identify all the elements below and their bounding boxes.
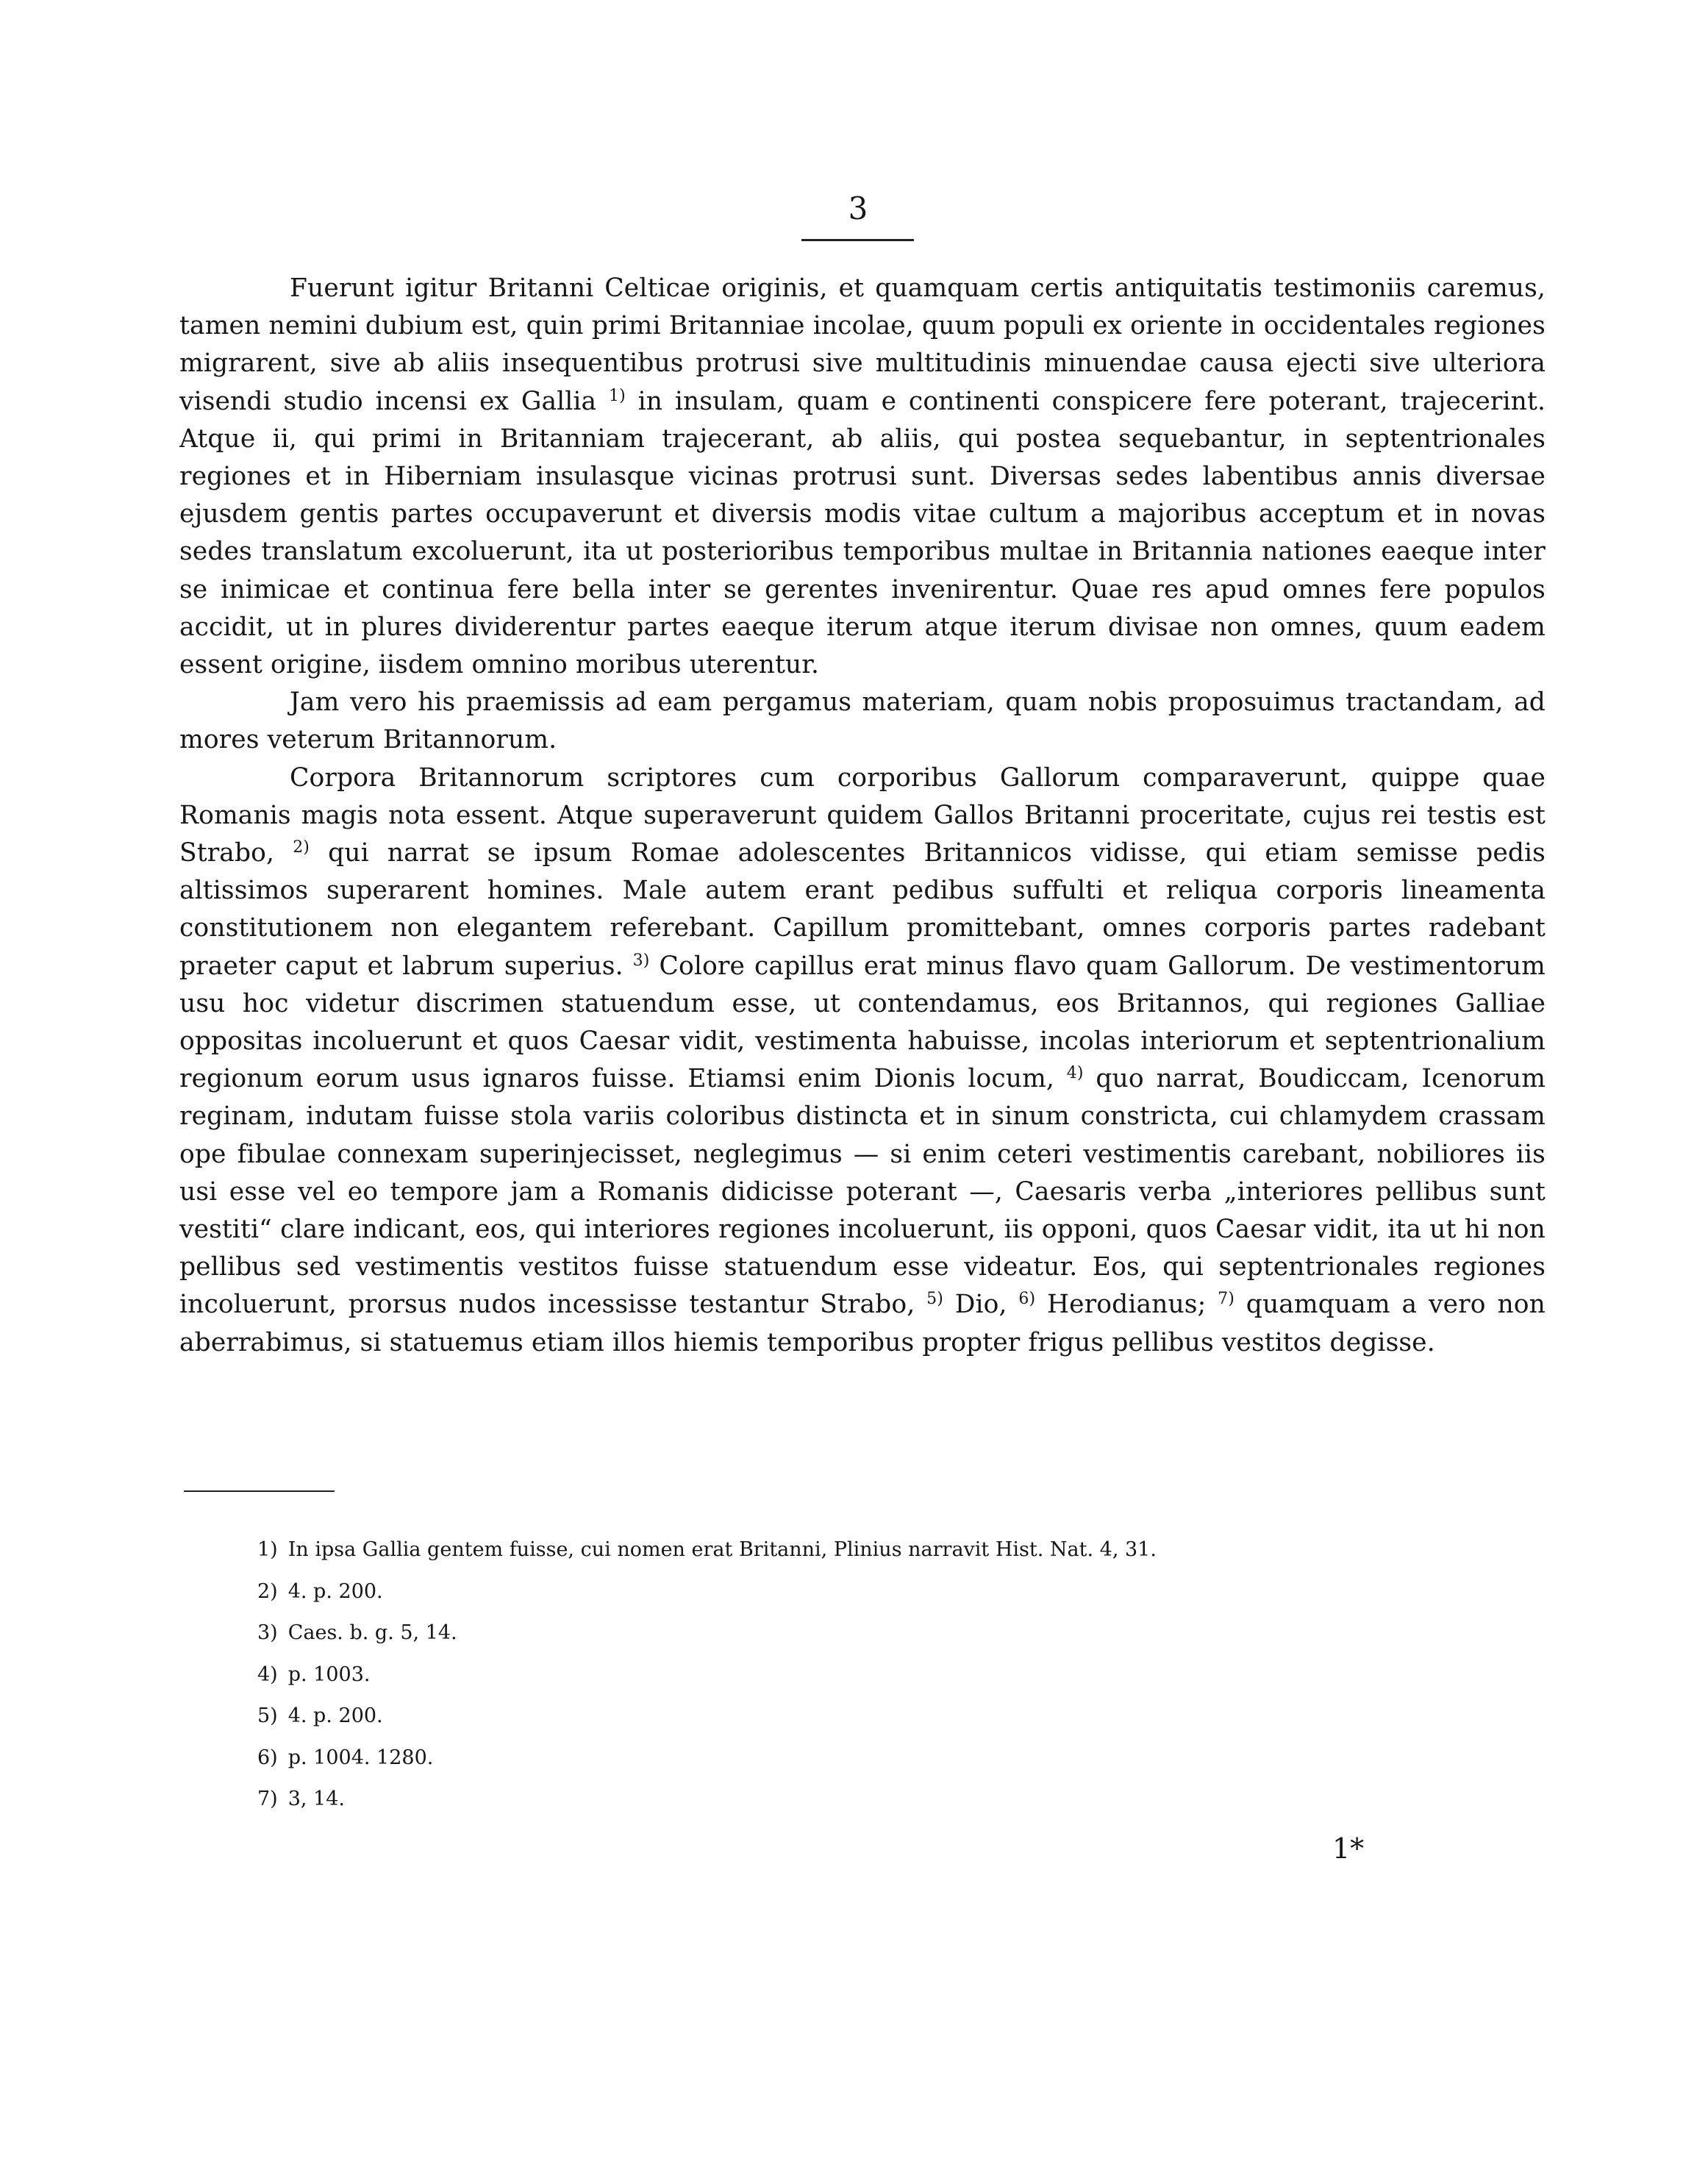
footnote-text: 4. p. 200. bbox=[287, 1704, 383, 1727]
footnote-reference: 5) bbox=[926, 1290, 943, 1309]
paragraph-text: Corpora Britannorum scriptores cum corporibus Gallorum comparaverunt, quippe quae Romanis magis nota essent. Atque superaverunt quidem Gallos Britanni proceritate, cujus rei testis est Strabo, bbox=[179, 763, 1546, 868]
paragraph-text: Dio, bbox=[943, 1290, 1019, 1320]
footnote-text: 4. p. 200. bbox=[287, 1579, 383, 1603]
footnote bbox=[257, 1654, 1471, 1696]
footnote-mark: 1) bbox=[257, 1538, 278, 1561]
footnote bbox=[257, 1779, 1471, 1821]
signature-mark: 1* bbox=[1332, 1832, 1365, 1865]
footnote bbox=[257, 1738, 1471, 1779]
body-text bbox=[179, 270, 1546, 1362]
footnote-text: In ipsa Gallia gentem fuisse, cui nomen erat Britanni, Plinius narravit Hist. Nat. 4, 31. bbox=[287, 1538, 1157, 1561]
paragraph-text: in insulam, quam e continenti conspicere fere poterant, trajecerint. Atque ii, qui primi in Britanniam trajecerant, ab aliis, qui postea sequebantur, in septentrionales regiones et in Hiberniam insulasque vicinas protrusi sunt. Diversas sedes labentibus annis diversae ejusdem gentis partes occupaverunt et diversis modis vitae cultum a majoribus acceptum et in novas sedes translatum excoluerunt, ita ut posterioribus temporibus multae in Britannia nationes eaeque inter se inimicae et continua fere bella inter se gerentes invenirentur. Quae res apud omnes fere populos accidit, ut in plures dividerentur partes eaeque iterum atque iterum divisae non omnes, quum eadem essent origine, iisdem omnino moribus uterentur. bbox=[179, 386, 1546, 680]
paragraph-text: quamquam a vero non aberrabimus, si statuemus etiam illos hiemis temporibus propter frigus pellibus vestitos degisse. bbox=[179, 1290, 1546, 1357]
footnote-reference: 7) bbox=[1218, 1290, 1234, 1309]
footnote bbox=[257, 1696, 1471, 1738]
footnote-separator bbox=[184, 1490, 335, 1492]
footnotes bbox=[257, 1529, 1471, 1821]
paragraph bbox=[179, 760, 1546, 1362]
page-number-rule bbox=[801, 239, 914, 241]
paragraph bbox=[179, 684, 1546, 759]
footnote-reference: 6) bbox=[1018, 1290, 1036, 1309]
footnote-reference: 3) bbox=[632, 951, 650, 970]
paragraph-text: Herodianus; bbox=[1035, 1290, 1218, 1320]
footnote-mark: 3) bbox=[257, 1621, 278, 1644]
paragraph-text: Colore capillus erat minus flavo quam Gallorum. De vestimentorum usu hoc videtur discrimen statuendum esse, ut contendamus, eos Britannos, qui regiones Galliae oppositas incoluerunt et quos Caesar vidit, vestimenta habuisse, incolas interiorum et septentrionalium regionum eorum usus ignaros fuisse. Etiamsi enim Dionis locum, bbox=[179, 951, 1546, 1094]
paragraph-text: qui narrat se ipsum Romae adolescentes Britannicos vidisse, qui etiam semisse pedis altissimos superarent homines. Male autem erant pedibus suffulti et reliqua corporis lineamenta constitutionem non elegantem referebant. Capillum promittebant, omnes corporis partes radebant praeter caput et labrum superius. bbox=[179, 838, 1546, 981]
footnote-reference: 2) bbox=[293, 838, 310, 857]
footnote-mark: 6) bbox=[257, 1746, 278, 1769]
footnote-mark: 4) bbox=[257, 1663, 278, 1686]
paragraph-text: Fuerunt igitur Britanni Celticae originis, et quamquam certis antiquitatis testimoniis caremus, tamen nemini dubium est, quin primi Britanniae incolae, quum populi ex oriente in occidentales regiones migrarent, sive ab aliis insequentibus protrusi sive multitudinis minuendae causa ejecti sive ulteriora visendi studio incensi ex Gallia bbox=[179, 274, 1546, 416]
footnote-text: 3, 14. bbox=[287, 1788, 346, 1810]
footnote-text: Caes. b. g. 5, 14. bbox=[287, 1621, 457, 1644]
footnote-mark: 7) bbox=[257, 1788, 278, 1810]
footnote-reference: 4) bbox=[1066, 1064, 1084, 1083]
footnote-text: p. 1004. 1280. bbox=[287, 1746, 434, 1769]
paragraph-text: Jam vero his praemissis ad eam pergamus materiam, quam nobis proposuimus tractandam, ad mores veterum Britannorum. bbox=[179, 688, 1546, 755]
footnote bbox=[257, 1529, 1471, 1571]
footnote bbox=[257, 1613, 1471, 1654]
footnote-mark: 5) bbox=[257, 1704, 278, 1727]
footnote-text: p. 1003. bbox=[287, 1663, 371, 1686]
footnote-mark: 2) bbox=[257, 1579, 278, 1603]
paragraph bbox=[179, 270, 1546, 684]
page-number: 3 bbox=[848, 190, 868, 226]
footnote-reference: 1) bbox=[609, 386, 626, 405]
footnote bbox=[257, 1571, 1471, 1613]
paragraph-text: quo narrat, Boudiccam, Icenorum reginam, indutam fuisse stola variis coloribus distincta et in sinum constricta, cui chlamydem crassam ope fibulae connexam superinjecisset, neglegimus — si enim ceteri vestimentis carebant, nobiliores iis usi esse vel eo tempore jam a Romanis didicisse poterant —, Caesaris verba „interiores pellibus sunt vestiti“ clare indicant, eos, qui interiores regiones incoluerunt, iis opponi, quos Caesar vidit, ita ut hi non pellibus sed vestimentis vestitos fuisse statuendum esse videatur. Eos, qui septentrionales regiones incoluerunt, prorsus nudos incessisse testantur Strabo, bbox=[179, 1064, 1546, 1320]
